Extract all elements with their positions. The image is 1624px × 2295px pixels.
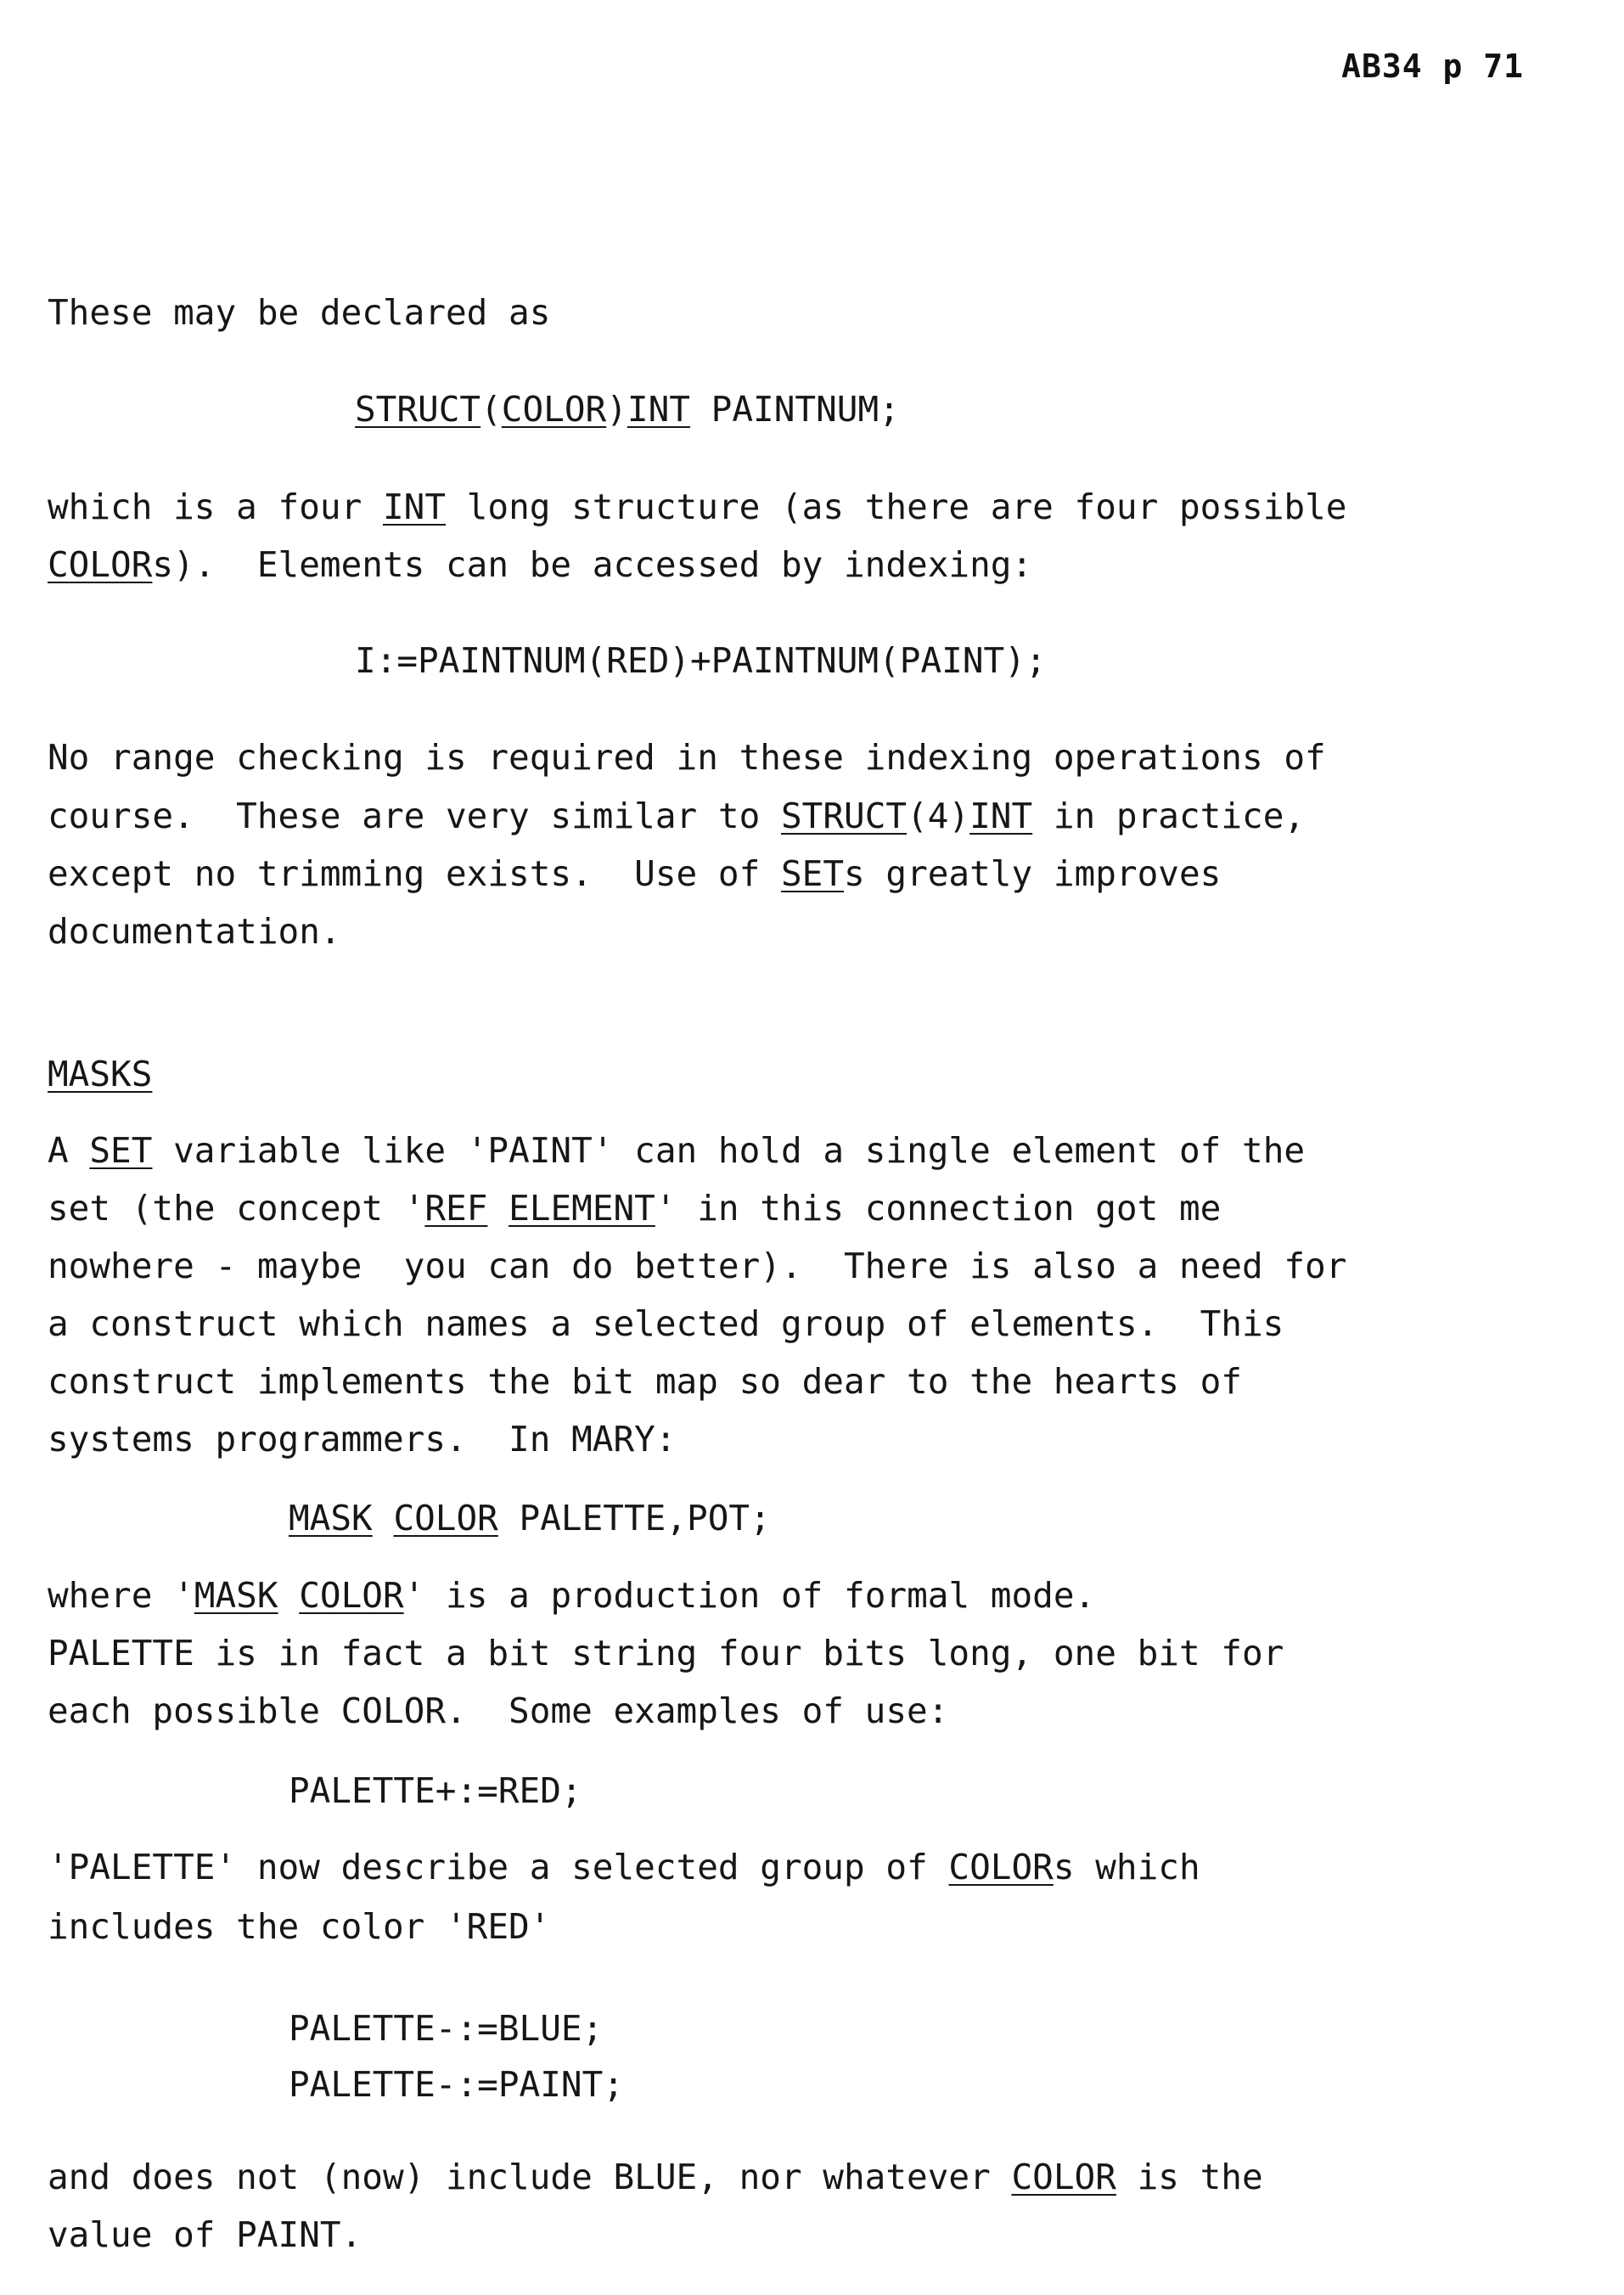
masks-line4: a construct which names a selected group of elements. This [48,1303,1284,1344]
keyword-set: SET [89,1130,153,1171]
paragraph1-line2: COLORs). Elements can be accessed by indexing: [48,544,1033,585]
keyword-color: COLOR [299,1575,404,1616]
paragraph1-line1: which is a four INT long structure (as there are four possible [48,487,1347,527]
masks-line5: construct implements the bit map so dear to the hearts of [48,1361,1242,1402]
masks-line6: systems programmers. In MARY: [48,1419,677,1460]
paragraph2-line2: course. These are very similar to STRUCT(4)INT in practice, [48,796,1306,836]
masks-line2: set (the concept 'REF ELEMENT' in this connection got me [48,1188,1222,1229]
keyword-color: COLOR [501,389,607,430]
masks-line12: and does not (now) include BLUE, nor whatever COLOR is the [48,2157,1263,2197]
masks-line7: where 'MASK COLOR' is a production of formal mode. [48,1575,1096,1616]
keyword-ref: REF [424,1188,488,1229]
keyword-color: COLOR [948,1847,1054,1887]
paragraph2-line1: No range checking is required in these indexing operations of [48,737,1326,778]
masks-line9: each possible COLOR. Some examples of use: [48,1690,949,1731]
masks-line8: PALETTE is in fact a bit string four bits long, one bit for [48,1633,1284,1673]
code-palette-remove-blue: PALETTE-:=BLUE; [289,2008,604,2049]
masks-line3: nowhere - maybe you can do better). There is also a need for [48,1246,1347,1286]
keyword-color: COLOR [48,544,153,585]
code-struct-declaration: STRUCT(COLOR)INT PAINTNUM; [355,389,900,430]
section-heading-masks: MASKS [48,1054,153,1094]
code-paintnum-index: I:=PAINTNUM(RED)+PAINTNUM(PAINT); [355,640,1047,681]
masks-line13: value of PAINT. [48,2214,362,2255]
keyword-element: ELEMENT [509,1188,655,1229]
keyword-int: INT [627,389,690,430]
code-palette-add-red: PALETTE+:=RED; [289,1770,582,1811]
masks-line11: includes the color 'RED' [48,1906,551,1947]
keyword-mask: MASK [194,1575,278,1616]
paragraph2-line4: documentation. [48,911,341,952]
code-mask-declaration: MASK COLOR PALETTE,POT; [289,1498,771,1538]
keyword-set: SET [780,853,845,894]
keyword-int: INT [382,487,447,527]
keyword-mask: MASK [289,1498,373,1538]
code-palette-remove-paint: PALETTE-:=PAINT; [289,2064,624,2105]
keyword-struct: STRUCT [780,796,908,836]
masks-line10: 'PALETTE' now describe a selected group of COLORs which [48,1847,1200,1887]
keyword-color: COLOR [1011,2157,1116,2197]
masks-line1: A SET variable like 'PAINT' can hold a single element of the [48,1130,1306,1171]
intro-line: These may be declared as [48,292,551,333]
keyword-struct: STRUCT [355,389,481,430]
paragraph2-line3: except no trimming exists. Use of SETs greatly improves [48,853,1222,894]
keyword-color: COLOR [393,1498,498,1538]
keyword-int: INT [969,796,1033,836]
page-reference: AB34 p 71 [1341,48,1524,85]
